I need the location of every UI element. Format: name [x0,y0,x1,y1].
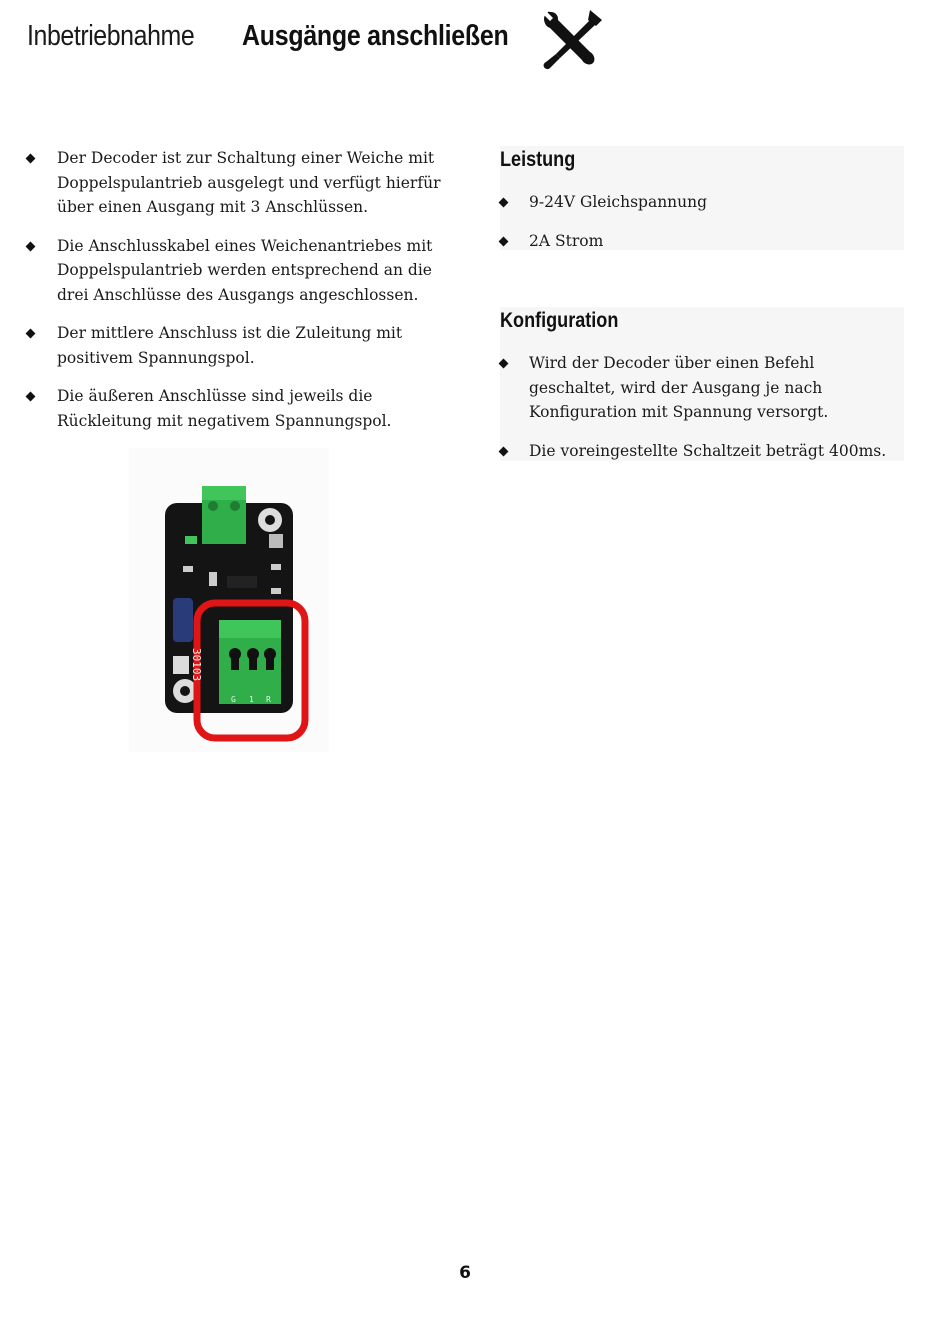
terminal-label-r: R [266,695,271,704]
konfiguration-heading: Konfiguration [500,309,619,332]
list-item: Die äußeren Anschlüsse sind jeweils die Rückleitung mit negativem Spannungspol. [27,384,447,433]
list-item: Der mittlere Anschluss ist die Zuleitung mit positivem Spannungspol. [27,321,447,370]
bullet-diamond-icon [499,446,509,456]
page-title: Ausgänge anschließen [242,20,509,52]
list-item: 2A Strom [500,229,904,254]
list-item: Die Anschlusskabel eines Weichenantriebes mit Doppelspulantrieb werden entsprechend an die drei Anschlüsse des Ausgangs angeschlossen. [27,234,447,308]
bullet-diamond-icon [26,154,36,164]
list-item: Der Decoder ist zur Schaltung einer Weiche mit Doppelspulantrieb ausgelegt und verfügt hierfür über einen Ausgang mit 3 Anschlüssen. [27,146,447,220]
leistung-list [500,190,904,267]
terminal-label-g: G [231,695,236,704]
decoder-board-image [129,448,329,752]
list-item: Wird der Decoder über einen Befehl geschaltet, wird der Ausgang je nach Konfiguration mit Spannung versorgt. [500,351,904,425]
konfiguration-box [500,307,904,461]
tools-icon [538,6,606,72]
page-number: 6 [459,1263,471,1283]
list-item: Die voreingestellte Schaltzeit beträgt 400ms. [500,439,904,464]
konfiguration-list [500,351,904,477]
bullet-diamond-icon [499,359,509,369]
terminal-label-1: 1 [249,695,254,704]
bullet-diamond-icon [26,241,36,251]
leistung-heading: Leistung [500,148,576,171]
list-item: 9-24V Gleichspannung [500,190,904,215]
decoder-photo [129,448,329,752]
board-label: 30103 [190,648,203,682]
bullet-diamond-icon [26,392,36,402]
bullet-diamond-icon [499,198,509,208]
left-bullet-list [27,146,447,447]
section-title: Inbetriebnahme [27,20,195,52]
leistung-box [500,146,904,250]
bullet-diamond-icon [499,236,509,246]
bullet-diamond-icon [26,329,36,339]
